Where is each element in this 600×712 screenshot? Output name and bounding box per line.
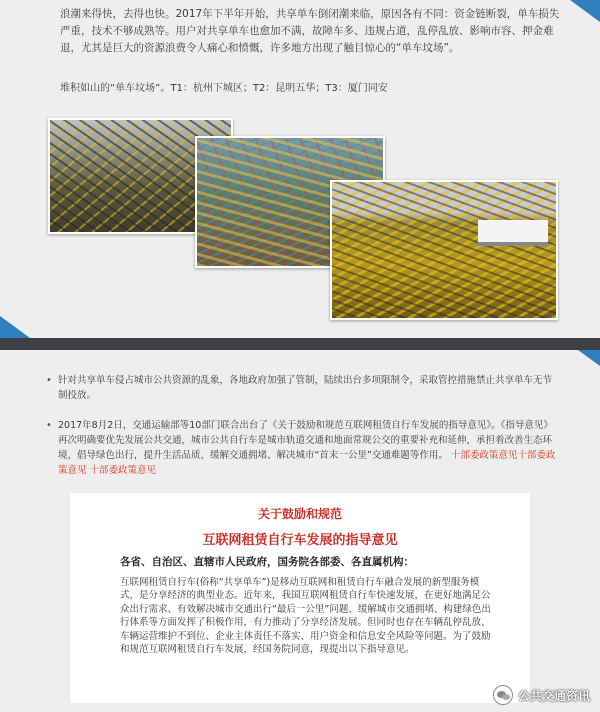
corner-accent-top-right [570, 0, 600, 22]
bullet-dot-icon: • [46, 420, 52, 431]
document-title-line2: 互联网租赁自行车发展的指导意见 [202, 533, 398, 548]
bullet-dot-icon: • [46, 375, 52, 386]
bullet-text: 2017年8月2日，交通运输部等10部门联合出台了《关于鼓励和规范互联网租赁自行车发展的指导意见》。《指导意见》再次明确要优先发展公共交通，城市公共自行车是城市轨道交通和地面常规公交的重要补充和延伸，承担着改善生态环境，倡导绿色出行，提升生活品质，缓解交通拥堵、解决城市“首末一公里”交通难题等作用。 [58, 420, 553, 461]
wechat-logo-icon [493, 685, 513, 705]
document-addressees: 各省、自治区、直辖市人民政府，国务院各部委、各直属机构： [120, 556, 414, 568]
document-title-line1: 关于鼓励和规范 [257, 507, 342, 521]
bullet-item-regulation [46, 373, 558, 403]
bullet-text: 针对共享单车侵占城市公共资源的乱象，各地政府加强了管制，陆续出台多项限制令，采取管控措施禁止共享单车无节制投放。 [58, 375, 553, 401]
policy-link[interactable]: 十部委政策意见十部委政策意见 十部委政策意见 [58, 450, 556, 476]
photo-caption: 堆积如山的“单车坟场”。T1：杭州下城区；T2：昆明五华；T3：厦门同安 [60, 83, 388, 94]
corner-accent-top-right [578, 350, 600, 366]
slide-policy-guidance [0, 350, 600, 712]
brand-name: 公共交通资讯 [517, 688, 590, 703]
bullet-item-ministry-guidance [46, 418, 558, 478]
photo-xiamen-bike-pile [330, 180, 558, 320]
slide-bike-graveyard [0, 0, 600, 338]
intro-paragraph: 浪潮来得快，去得也快。2017年下半年开始，共享单车倒闭潮来临，原因各有不同：资金链断裂，单车损失严重，技术不够成熟等。用户对共享单车也愈加不满，故障车多、违规占道，乱停乱放、影响市容、押金难退，尤其是巨大的资源浪费令人痛心和愤慨，许多地方出现了触目惊心的“单车坟场”。 [60, 8, 560, 54]
policy-document-excerpt [70, 493, 530, 703]
section-divider-stripe [0, 338, 600, 350]
corner-accent-bottom-left [0, 316, 30, 338]
document-body: 互联网租赁自行车(俗称“共享单车”)是移动互联网和租赁自行车融合发展的新型服务模式，是分享经济的典型业态。近年来，我国互联网租赁自行车快速发展，在更好地满足公众出行需求、有效解决城市交通出行“最后一公里”问题、缓解城市交通拥堵、构建绿色出行体系等方面发挥了积极作用，有力推动了分享经济发展。但同时也存在车辆乱停乱放、车辆运营维护不到位、企业主体责任不落实、用户资金和信息安全风险等问题。为了鼓励和规范互联网租赁自行车发展，经国务院同意，现提出以下指导意见。 [120, 577, 491, 656]
truck-in-photo [478, 220, 548, 246]
wechat-account-watermark [493, 682, 590, 708]
